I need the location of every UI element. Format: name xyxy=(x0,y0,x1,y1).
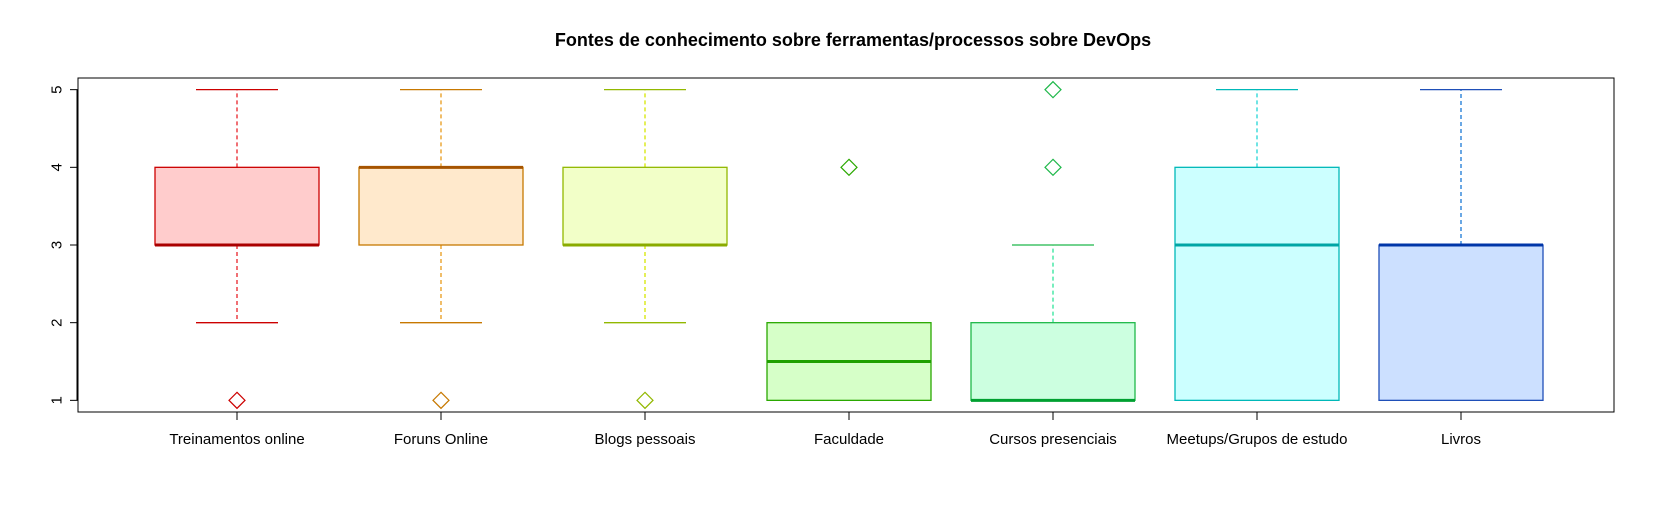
y-tick-label: 4 xyxy=(48,163,66,172)
box-iqr xyxy=(155,167,319,245)
x-tick-label: Treinamentos online xyxy=(169,431,305,448)
box-iqr xyxy=(1379,245,1543,400)
x-tick-label: Blogs pessoais xyxy=(594,431,696,448)
x-tick-label: Meetups/Grupos de estudo xyxy=(1166,431,1348,448)
box-iqr xyxy=(971,323,1135,401)
box-iqr xyxy=(563,167,727,245)
x-tick-label: Livros xyxy=(1440,431,1482,448)
y-tick-label: 5 xyxy=(48,85,66,94)
x-tick-label: Foruns Online xyxy=(393,431,489,448)
y-tick-label: 1 xyxy=(48,396,66,405)
chart-title: Fontes de conhecimento sobre ferramentas/processos sobre DevOps xyxy=(554,30,1152,50)
box-iqr xyxy=(359,167,523,245)
y-tick-label: 3 xyxy=(48,240,66,250)
y-tick-label: 2 xyxy=(48,318,66,327)
x-tick-label: Cursos presenciais xyxy=(989,431,1117,448)
box-iqr xyxy=(1175,167,1339,400)
x-tick-label: Faculdade xyxy=(813,431,885,448)
